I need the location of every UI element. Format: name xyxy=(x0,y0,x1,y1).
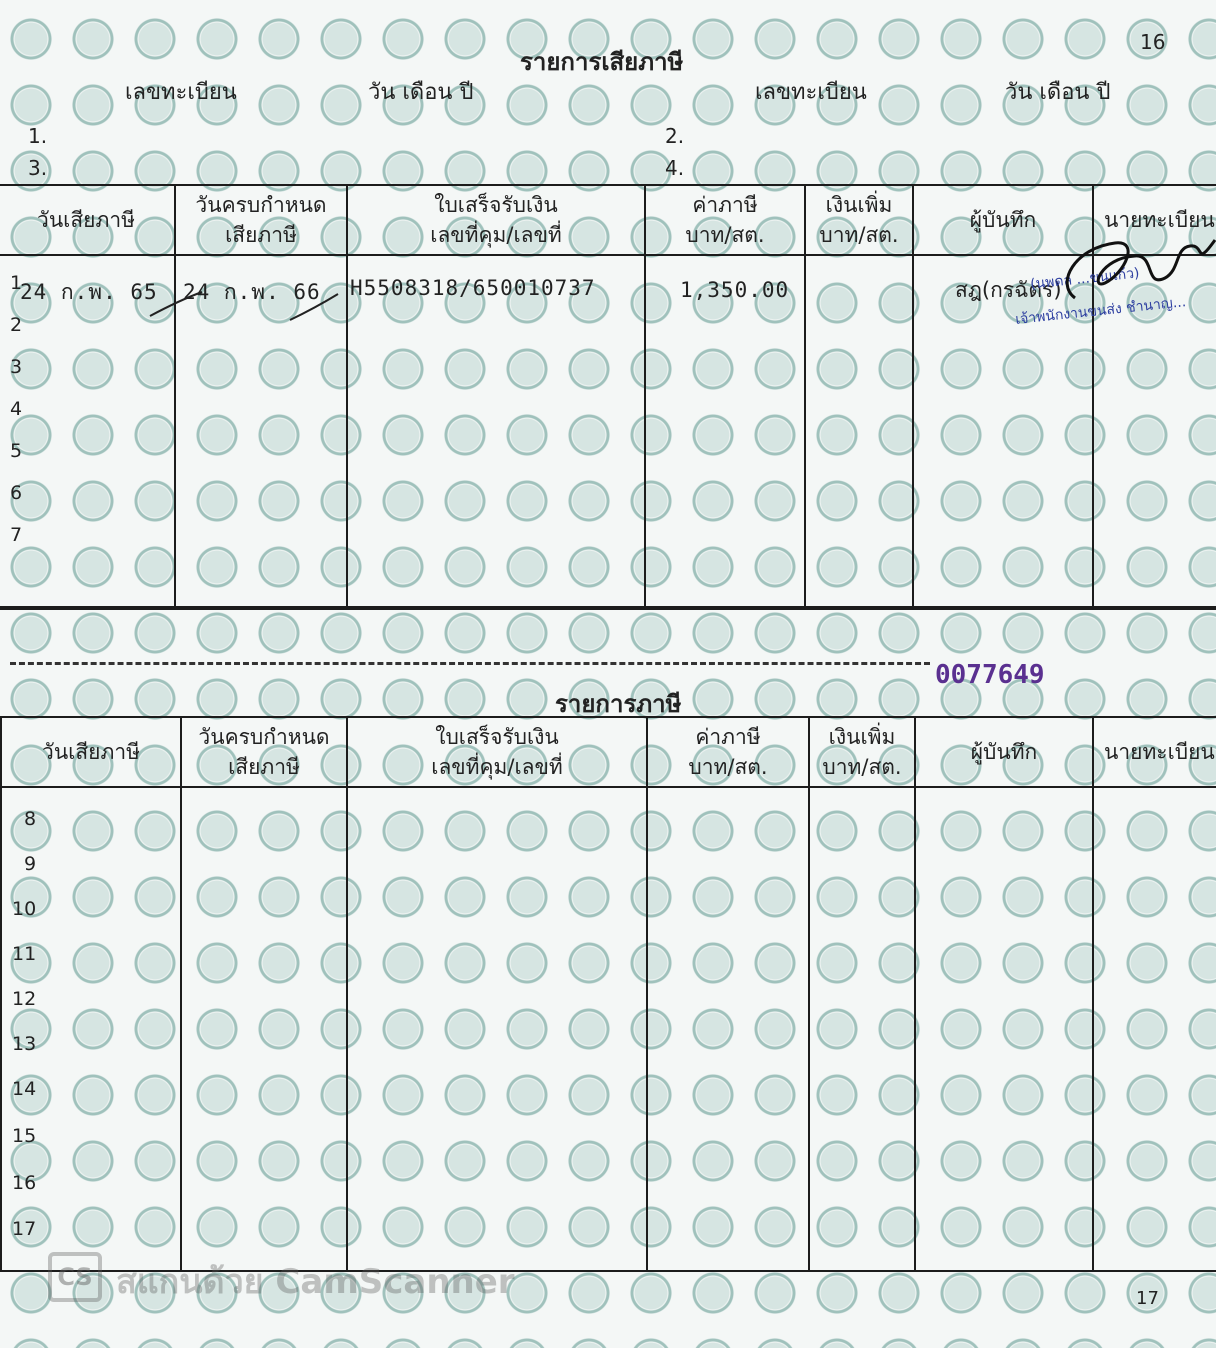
row-number: 10 xyxy=(12,898,37,920)
entry-recorder: สฎ(กรฉัตร) xyxy=(955,278,1062,302)
slot-4: 4. xyxy=(665,156,685,180)
entry-tax-amount: 1,350.00 xyxy=(680,278,790,302)
perforation-line xyxy=(10,662,930,665)
camscanner-logo-icon: CS xyxy=(48,1252,102,1302)
upper-cell-tax xyxy=(645,255,805,608)
camscanner-watermark-text: สแกนด้วย CamScanner xyxy=(116,1262,515,1302)
entry-receipt-number: H5508318/650010737 xyxy=(350,276,596,300)
lower-col-registrar: นายทะเบียน xyxy=(1093,717,1216,787)
row-number: 12 xyxy=(12,988,37,1010)
upper-header-row xyxy=(0,185,1216,255)
lower-col-due-date: วันครบกำหนด เสียภาษี xyxy=(181,717,347,787)
lower-cell-surcharge xyxy=(809,787,915,1271)
section-divider xyxy=(0,606,1216,610)
entry-due-date: 24 ก.พ. 66 xyxy=(183,280,321,304)
reg-header-left: เลขทะเบียน xyxy=(125,80,237,105)
row-number: 2 xyxy=(10,314,23,336)
row-number: 7 xyxy=(10,524,23,546)
entry-paid-date: 24 ก.พ. 65 xyxy=(20,280,158,304)
pen-check-marks xyxy=(140,280,360,330)
registrar-signature xyxy=(1045,228,1216,318)
row-number: 16 xyxy=(12,1172,37,1194)
slot-2: 2. xyxy=(665,124,685,148)
slot-1: 1. xyxy=(28,124,48,148)
upper-col-registrar: นายทะเบียน xyxy=(1093,185,1216,255)
page-number-bottom: 17 xyxy=(1136,1288,1159,1309)
lower-cell-tax xyxy=(647,787,809,1271)
lower-cell-due-date xyxy=(181,787,347,1271)
lower-tax-table xyxy=(0,716,1216,1272)
date-header-right: วัน เดือน ปี xyxy=(1005,80,1111,105)
page-number-top: 16 xyxy=(1140,30,1166,54)
row-number: 13 xyxy=(12,1033,37,1055)
lower-cell-receipt xyxy=(347,787,647,1271)
row-number: 6 xyxy=(10,482,23,504)
lower-col-receipt: ใบเสร็จรับเงิน เลขที่คุม/เลขที่ xyxy=(347,717,647,787)
lower-col-paid-date: วันเสียภาษี xyxy=(1,717,181,787)
reg-header-right: เลขทะเบียน xyxy=(755,80,867,105)
row-number: 17 xyxy=(12,1218,37,1240)
lower-col-tax: ค่าภาษี บาท/สต. xyxy=(647,717,809,787)
row-number: 11 xyxy=(12,943,37,965)
upper-cell-receipt xyxy=(347,255,645,608)
upper-tax-table xyxy=(0,184,1216,608)
lower-header-row xyxy=(1,717,1216,787)
row-number: 1 xyxy=(10,272,23,294)
official-stamp-line-1: (นพดล ...ขนแก้ว) xyxy=(1029,265,1141,293)
lower-title: รายการภาษี xyxy=(555,690,682,718)
upper-col-recorder: ผู้บันทึก xyxy=(913,185,1093,255)
upper-col-surcharge: เงินเพิ่ม บาท/สต. xyxy=(805,185,913,255)
row-number: 15 xyxy=(12,1125,37,1147)
upper-col-due-date: วันครบกำหนด เสียภาษี xyxy=(175,185,347,255)
lower-cell-registrar xyxy=(1093,787,1216,1271)
lower-col-recorder: ผู้บันทึก xyxy=(915,717,1093,787)
row-number: 4 xyxy=(10,398,23,420)
upper-col-tax: ค่าภาษี บาท/สต. xyxy=(645,185,805,255)
row-number: 5 xyxy=(10,440,23,462)
serial-number: 0077649 xyxy=(935,660,1045,690)
lower-body-row xyxy=(1,787,1216,1271)
slot-3: 3. xyxy=(28,156,48,180)
upper-title: รายการเสียภาษี xyxy=(520,48,684,76)
row-number: 3 xyxy=(10,356,23,378)
upper-col-paid-date: วันเสียภาษี xyxy=(0,185,175,255)
row-number: 9 xyxy=(24,853,37,875)
lower-cell-recorder xyxy=(915,787,1093,1271)
row-number: 8 xyxy=(24,808,37,830)
lower-col-surcharge: เงินเพิ่ม บาท/สต. xyxy=(809,717,915,787)
upper-cell-surcharge xyxy=(805,255,913,608)
row-number: 14 xyxy=(12,1078,37,1100)
date-header-left: วัน เดือน ปี xyxy=(368,80,474,105)
official-stamp-line-2: เจ้าพนักงานขนส่ง ชำนาญ... xyxy=(1014,294,1187,328)
upper-col-receipt: ใบเสร็จรับเงิน เลขที่คุม/เลขที่ xyxy=(347,185,645,255)
